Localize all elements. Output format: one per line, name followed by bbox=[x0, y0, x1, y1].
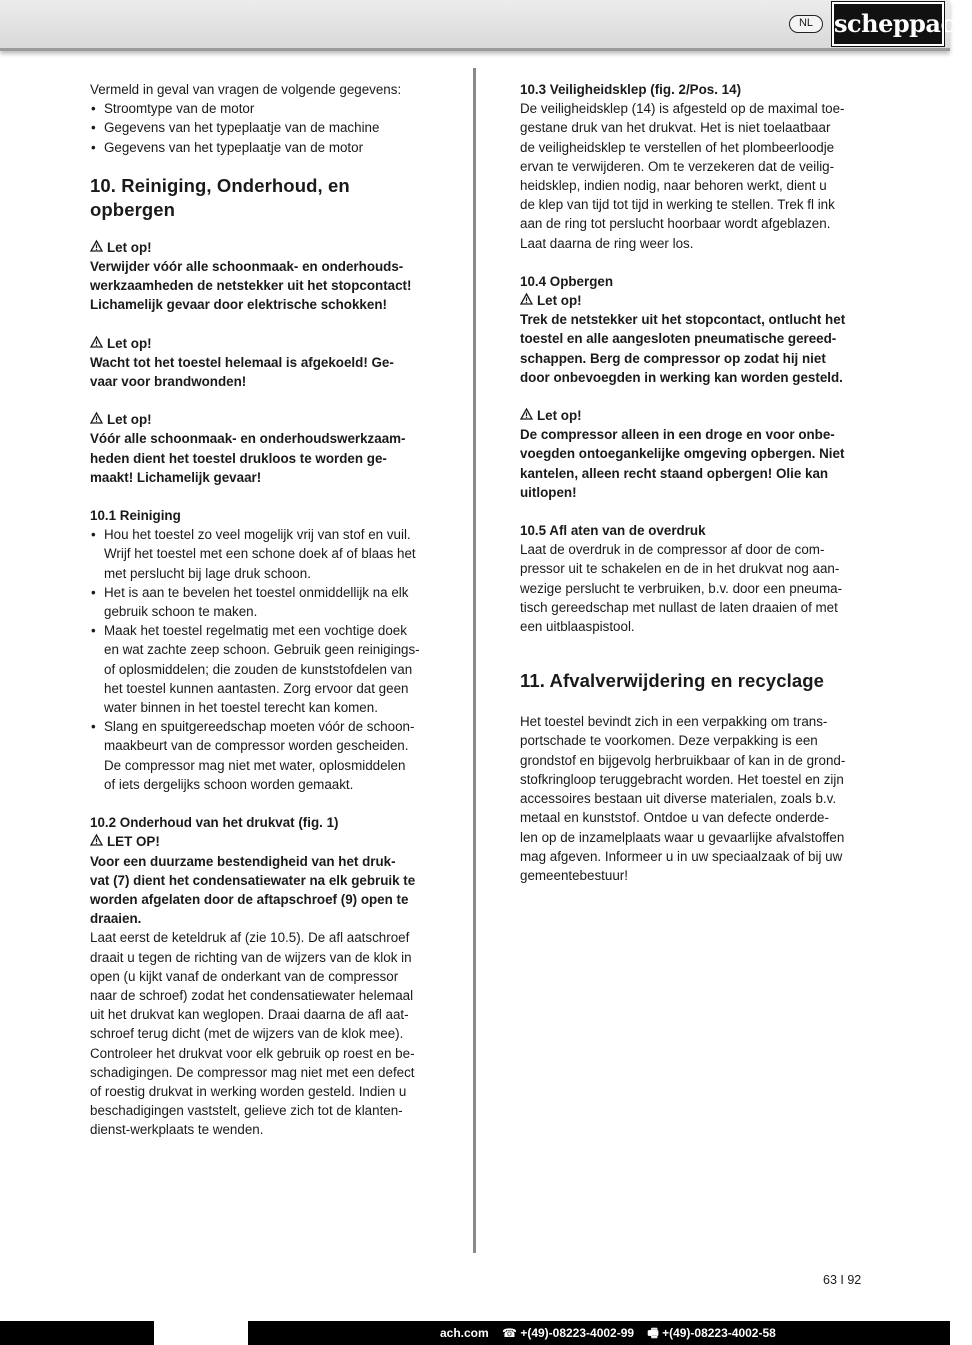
paragraph-line: beschadigingen vaststelt, gelieve zich tot de klanten- bbox=[90, 1103, 403, 1119]
warning-triangle-icon bbox=[520, 291, 533, 310]
fax-text: 🖷 +(49)-08223-4002-58 bbox=[647, 1326, 776, 1340]
paragraph-line: uit het drukvat kan weglopen. Draai daarna de afl aat- bbox=[90, 1007, 409, 1023]
paragraph-line: gemeentebestuur! bbox=[520, 867, 628, 883]
cleaning-list bbox=[90, 525, 432, 794]
paragraph-line: de klep van tijd tot tijd in werking te stellen. Trek fl ink bbox=[520, 197, 835, 213]
paragraph-line: de veiligheidsklep te verstellen of het plombeerloodje bbox=[520, 139, 835, 155]
drukvat-warning-line: Voor een duurzame bestendigheid van het druk- bbox=[90, 853, 396, 869]
drukvat-warning-line: worden afgelaten door de aftapschroef (9) open te bbox=[90, 891, 409, 907]
brand-logo: scheppach bbox=[832, 2, 944, 46]
list-item: • Het is aan te bevelen het toestel onmiddellijk na elk gebruik schoon te maken. bbox=[90, 583, 432, 621]
warning-label: Let op! bbox=[537, 293, 582, 309]
paragraph-line: portschade te voorkomen. Deze verpakking is een bbox=[520, 733, 818, 749]
warning-line: werkzaamheden de netstekker uit het stopcontact! bbox=[90, 278, 412, 294]
list-item: • Gegevens van het typeplaatje van de motor bbox=[90, 138, 432, 157]
warning-block bbox=[90, 238, 432, 315]
section-11-heading: 11. Afvalverwijdering en recyclage bbox=[520, 670, 825, 692]
warning-block bbox=[90, 334, 432, 392]
intro-text: Vermeld in geval van vragen de volgende gegevens: bbox=[90, 82, 402, 97]
warning-triangle-icon bbox=[90, 832, 103, 851]
list-item: • Stroomtype van de motor bbox=[90, 99, 432, 118]
paragraph-line: tisch gereedschap met nullast de laten draaien of met bbox=[520, 599, 838, 615]
paragraph-line: pressor uit te schakelen en de in het drukvat nog aan- bbox=[520, 561, 840, 577]
warning-line: vaar voor brandwonden! bbox=[90, 374, 247, 390]
paragraph-line: aan de ring tot perslucht hoorbaar wordt afgeblazen. bbox=[520, 216, 831, 232]
list-item: • Maak het toestel regelmatig met een vochtige doek en wat zachte zeep schoon. Gebruik geen reinigings- of oplosmiddelen; die zouden de kunststofdelen van het toestel kunnen aantasten. Zorg ervoor dat geen water binnen in het toestel terecht kan komen. bbox=[90, 621, 432, 717]
warning-line: Wacht tot het toestel helemaal is afgekoeld! Ge- bbox=[90, 354, 394, 370]
warning-line: toestel en alle aangesloten pneumatische gereed- bbox=[520, 331, 837, 347]
paragraph-line: of roestig drukvat in werking worden gesteld. Indien u bbox=[90, 1083, 407, 1099]
paragraph-line: Controleer het drukvat voor elk gebruik op roest en be- bbox=[90, 1045, 415, 1061]
warning-line: schappen. Berg de compressor op zodat hij niet bbox=[520, 350, 826, 366]
column-divider bbox=[473, 68, 476, 1253]
warning-label: LET OP! bbox=[107, 834, 160, 850]
warning-line: Trek de netstekker uit het stopcontact, ontlucht het bbox=[520, 312, 846, 328]
paragraph-line: Laat eerst de keteldruk af (zie 10.5). De afl aatschroef bbox=[90, 930, 410, 946]
footer-white-block bbox=[154, 1321, 248, 1345]
paragraph-line: stofkringloop teruggebracht worden. Het toestel en zijn bbox=[520, 771, 844, 787]
paragraph-line: Laat daarna de ring weer los. bbox=[520, 235, 694, 251]
warning-line: maakt! Lichamelijk gevaar! bbox=[90, 469, 262, 485]
list-item: • Gegevens van het typeplaatje van de machine bbox=[90, 118, 432, 137]
section-10-4-heading: 10.4 Opbergen bbox=[520, 273, 614, 289]
paragraph-line: naar de schroef) zodat het condensatiewater helemaal bbox=[90, 987, 414, 1003]
warning-label: Let op! bbox=[537, 408, 582, 424]
paragraph-line: schroef terug dicht (met de wijzers van de klok mee). bbox=[90, 1026, 404, 1042]
paragraph-line: draait u tegen de richting van de wijzers van de klok in bbox=[90, 949, 412, 965]
language-badge: NL bbox=[789, 15, 823, 33]
warning-triangle-icon bbox=[520, 406, 533, 425]
paragraph-line: dienst-werkplaats te wenden. bbox=[90, 1122, 264, 1138]
warning-label: Let op! bbox=[107, 335, 152, 351]
recycling-paragraph bbox=[520, 712, 865, 885]
paragraph-line: accessoires bestaan uit diverse materialen, zoals b.v. bbox=[520, 791, 837, 807]
intro-list bbox=[90, 99, 432, 157]
paragraph-line: Het toestel bevindt zich in een verpakking om trans- bbox=[520, 714, 828, 730]
paragraph-line: mag afgeven. Informeer u in uw speciaalzaak of bij uw bbox=[520, 848, 843, 864]
paragraph-line: metaal en kunststof. Ontdoe u van defecte onderde- bbox=[520, 810, 829, 826]
paragraph-line: open (u kijkt vanaf de onderkant van de compressor bbox=[90, 968, 399, 984]
section-10-1-heading: 10.1 Reiniging bbox=[90, 508, 181, 524]
warning-line: heden dient het toestel drukloos te worden ge- bbox=[90, 450, 387, 466]
paragraph-line: schadigingen. De compressor mag niet met een defect bbox=[90, 1064, 415, 1080]
paragraph-line: ervan te verwijderen. Om te verzekeren dat de veilig- bbox=[520, 158, 835, 174]
warning-line: uitlopen! bbox=[520, 484, 577, 500]
left-column bbox=[90, 80, 432, 1140]
paragraph-line: een uitblaaspistool. bbox=[520, 619, 635, 635]
warning-line: kantelen, alleen recht staand opbergen! Olie kan bbox=[520, 465, 829, 481]
warning-triangle-icon bbox=[90, 238, 103, 257]
warning-triangle-icon bbox=[90, 410, 103, 429]
warning-line: Verwijder vóór alle schoonmaak- en onderhouds- bbox=[90, 259, 404, 275]
warning-label: Let op! bbox=[107, 239, 152, 255]
paragraph-line: grondstof en bijgevolg herbruikbaar of kan in de grond- bbox=[520, 752, 846, 768]
section-10-3-heading: 10.3 Veiligheidsklep (fig. 2/Pos. 14) bbox=[520, 82, 742, 97]
warning-line: voegden ontoegankelijke omgeving opbergen. Niet bbox=[520, 446, 845, 462]
list-item: • Hou het toestel zo veel mogelijk vrij van stof en vuil. Wrijf het toestel met een schone doek af of blaas het met perslucht bij lage druk schoon. bbox=[90, 525, 432, 583]
warning-line: De compressor alleen in een droge en voor onbe- bbox=[520, 427, 835, 443]
warning-line: door onbevoegden in werking kan worden gesteld. bbox=[520, 369, 843, 385]
drukvat-warning-line: draaien. bbox=[90, 911, 142, 927]
paragraph-line: De veiligheidsklep (14) is afgesteld op de maximal toe- bbox=[520, 101, 845, 117]
right-column bbox=[520, 80, 865, 885]
list-item: • Slang en spuitgereedschap moeten vóór de schoon- maakbeurt van de compressor worden gescheiden. De compressor mag niet met water, oplosmiddelen of iets dergelijks schoon worden gemaakt. bbox=[90, 717, 432, 794]
warning-block bbox=[90, 410, 432, 487]
warning-label: Let op! bbox=[107, 412, 152, 428]
section-10-heading: 10. Reiniging, Onderhoud, en opbergen bbox=[90, 174, 350, 220]
section-10-2-heading: 10.2 Onderhoud van het drukvat (fig. 1) bbox=[90, 815, 339, 831]
footer-contact bbox=[440, 1325, 786, 1341]
website-text: ach.com bbox=[440, 1326, 489, 1340]
phone-text: ☎ +(49)-08223-4002-99 bbox=[502, 1326, 635, 1340]
warning-triangle-icon bbox=[90, 334, 103, 353]
paragraph-line: Laat de overdruk in de compressor af door de com- bbox=[520, 542, 825, 558]
section-10-5-heading: 10.5 Afl aten van de overdruk bbox=[520, 523, 706, 539]
warning-line: Lichamelijk gevaar door elektrische schokken! bbox=[90, 297, 387, 313]
warning-line: Vóór alle schoonmaak- en onderhoudswerkzaam- bbox=[90, 431, 406, 447]
paragraph-line: heidsklep, indien nodig, naar behoren werkt, dient u bbox=[520, 178, 827, 194]
paragraph-line: wezige perslucht te verbruiken, b.v. door een pneuma- bbox=[520, 580, 843, 596]
paragraph-line: gestane druk van het drukvat. Het is niet toelaatbaar bbox=[520, 120, 831, 136]
drukvat-warning-line: vat (7) dient het condensatiewater na elk gebruik te bbox=[90, 872, 416, 888]
paragraph-line: len op de inzamelplaats waar u gevaarlijke afvalstoffen bbox=[520, 829, 845, 845]
page-number: 63 I 92 bbox=[823, 1273, 862, 1287]
